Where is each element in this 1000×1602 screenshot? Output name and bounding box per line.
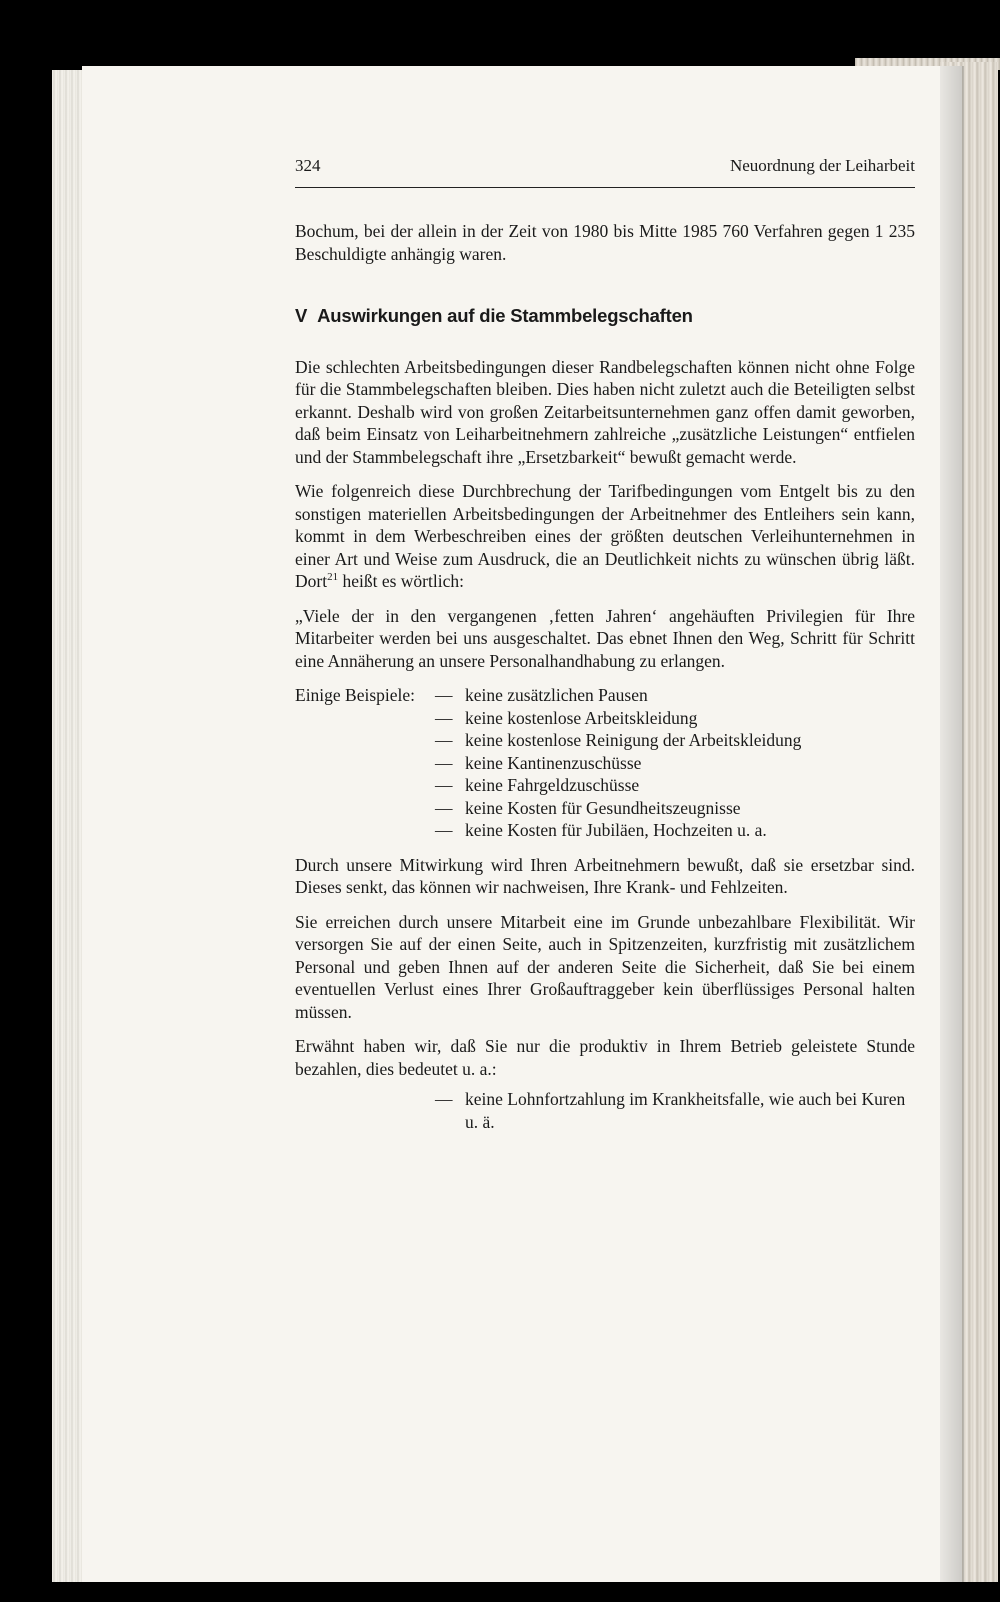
list-item-text: keine Kantinenzuschüsse <box>465 752 642 773</box>
dash: — <box>435 775 453 795</box>
paragraph-consequential <box>295 480 915 593</box>
dash: — <box>435 820 453 840</box>
paragraph-consequential-text: Wie folgenreich diese Durchbrechung der Tarifbedingungen vom Entgelt bis zu den sonstigen materiellen Arbeitsbedingungen der Arbeitnehmer des Entleihers sein kann, kommt in dem Werbeschreiben eines der größten deutschen Verleihunternehmen in einer Art und Weise zum Ausdruck, die an Deutlichkeit nichts zu wünschen übrig läßt. Dort <box>295 481 915 591</box>
list-item <box>435 819 801 842</box>
examples-list <box>435 684 801 842</box>
list-item <box>435 729 801 752</box>
list-item <box>435 752 801 775</box>
dash: — <box>435 685 453 705</box>
list-item-text: keine Lohnfortzahlung im Krankheitsfalle, wie auch bei Kuren u. ä. <box>465 1089 906 1132</box>
running-header <box>295 155 915 188</box>
dash: — <box>435 797 453 818</box>
list-item-sick-pay <box>435 1088 915 1133</box>
section-number: V <box>295 305 308 326</box>
paragraph-mentioned: Erwähnt haben wir, daß Sie nur die produktiv in Ihrem Betrieb geleistete Stunde bezahlen, dies bedeutet u. a.: <box>295 1036 915 1079</box>
list-item-text: keine Kosten für Jubiläen, Hochzeiten u. a. <box>465 820 767 840</box>
paragraph-flexibility: Sie erreichen durch unsere Mitarbeit eine im Grunde unbezahlbare Flexibilität. Wir versorgen Sie auf der einen Seite, auch in Spitzenzeiten, kurzfristig mit zusätzlichem Personal und geben Ihnen auf der anderen Seite die Sicherheit, daß Sie bei einem eventuellen Verlust eines Ihrer Großauftraggeber kein überflüssiges Personal halten müssen. <box>295 911 915 1022</box>
page-shadow <box>940 66 964 1582</box>
running-title: Neuordnung der Leiharbeit <box>729 156 915 175</box>
list-item <box>435 707 801 730</box>
list-item-text: keine Kosten für Gesundheitszeugnisse <box>465 797 741 818</box>
list-item-text: keine kostenlose Arbeitskleidung <box>465 707 698 728</box>
page-stack-left <box>52 70 82 1582</box>
list-item <box>435 797 801 820</box>
examples-label: Einige Beispiele: <box>295 685 416 705</box>
paragraph-consequential-end: heißt es wörtlich: <box>338 571 464 591</box>
dash: — <box>435 752 453 773</box>
paragraph-intro: Bochum, bei der allein in der Zeit von 1980 bis Mitte 1985 760 Verfahren gegen 1 235 Beschuldigte anhängig waren. <box>295 221 915 264</box>
dash: — <box>435 707 453 728</box>
examples-block <box>295 684 915 842</box>
section-title: Auswirkungen auf die Stammbelegschaften <box>317 305 693 326</box>
paragraph-consequences: Die schlechten Arbeitsbedingungen dieser Randbelegschaften können nicht ohne Folge für die Stammbelegschaften bleiben. Dies haben nicht zuletzt auch die Beteiligten selbst erkannt. Deshalb wird von großen Zeitarbeitsunternehmen ganz offen damit geworben, daß beim Einsatz von Leiharbeitnehmern zahlreiche „zusätzliche Leistungen“ entfielen und der Stammbelegschaft ihre „Ersetzbarkeit“ bewußt gemacht werde. <box>295 356 915 467</box>
list-item <box>435 684 801 707</box>
dash: — <box>435 1089 453 1109</box>
list-item <box>435 774 801 797</box>
quote-paragraph: „Viele der in den vergangenen ‚fetten Jahren‘ angehäuften Privilegien für Ihre Mitarbeiter werden bei uns ausgeschaltet. Das ebnet Ihnen den Weg, Schritt für Schritt eine Annäherung an unsere Personalhandhabung zu erlangen. <box>295 605 915 671</box>
section-heading <box>295 305 915 328</box>
list-item-text: keine Fahrgeldzuschüsse <box>465 775 640 795</box>
list-item-text: keine kostenlose Reinigung der Arbeitskleidung <box>465 730 802 750</box>
list-item-text: keine zusätzlichen Pausen <box>465 685 648 705</box>
background-bottom <box>0 1582 1000 1602</box>
paragraph-cooperation: Durch unsere Mitwirkung wird Ihren Arbeitnehmern bewußt, daß sie ersetzbar sind. Dieses senkt, das können wir nachweisen, Ihre Krank- und Fehlzeiten. <box>295 854 915 897</box>
dash: — <box>435 730 453 750</box>
page-number: 324 <box>295 156 321 175</box>
footnote-ref: 21 <box>327 571 339 584</box>
page-content <box>295 155 915 1133</box>
